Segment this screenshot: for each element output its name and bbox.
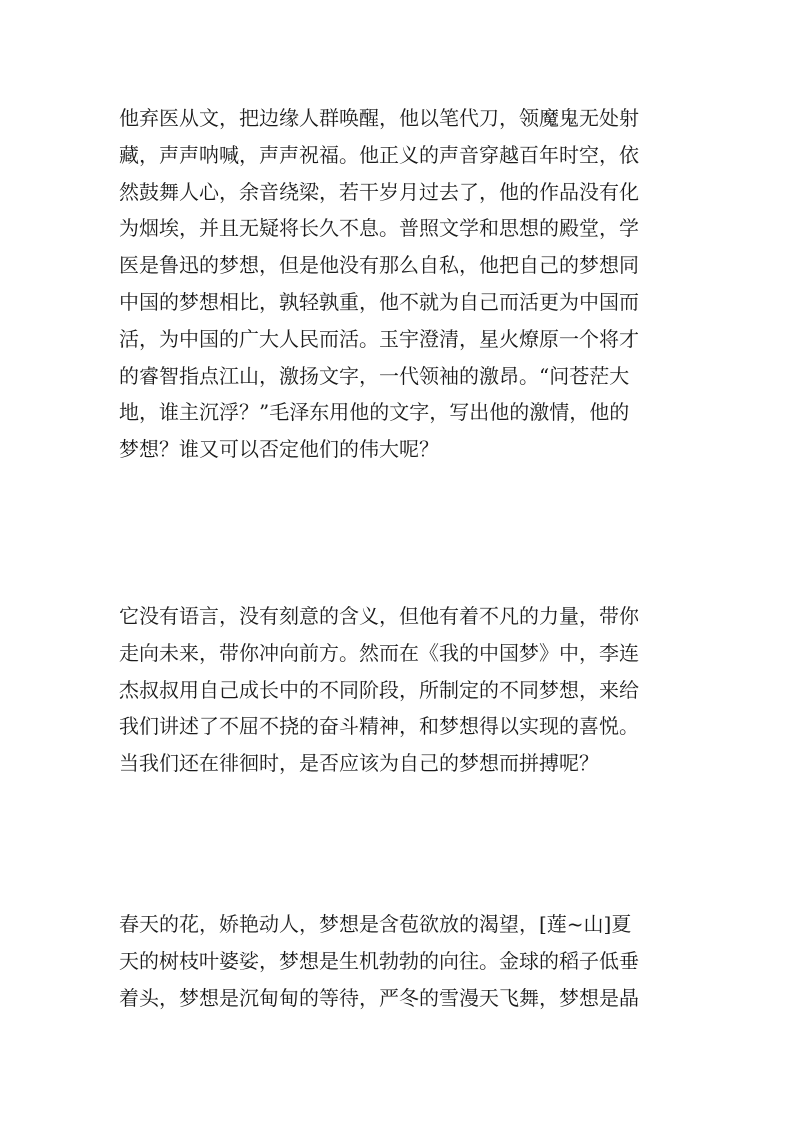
text-line: 春天的花，娇艳动人，梦想是含苞欲放的渴望，[莲~山]夏 <box>119 912 632 936</box>
text-line: 杰叔叔用自己成长中的不同阶段，所制定的不同梦想，来给 <box>119 677 639 702</box>
text-line: 中国的梦想相比，孰轻孰重，他不就为自己而活更为中国而 <box>119 289 639 314</box>
paragraph-lu-xun <box>119 100 679 468</box>
text-line: 它没有语言，没有刻意的含义，但他有着不凡的力量，带你 <box>119 604 639 628</box>
text-line: 我们讲述了不屈不挠的奋斗精神，和梦想得以实现的喜悦。 <box>119 714 639 739</box>
text-line: 为烟埃，并且无疑将长久不息。普照文学和思想的殿堂，学 <box>119 216 639 241</box>
text-line: 的睿智指点江山，激扬文字，一代领袖的激昂。“问苍茫大 <box>119 363 630 388</box>
text-line: 梦想？谁又可以否定他们的伟大呢？ <box>119 437 439 462</box>
text-line: 当我们还在徘徊时，是否应该为自己的梦想而拼搏呢？ <box>119 751 599 776</box>
text-line: 医是鲁迅的梦想，但是他没有那么自私，他把自己的梦想同 <box>119 253 639 278</box>
text-line: 着头，梦想是沉甸甸的等待，严冬的雪漫天飞舞，梦想是晶 <box>119 985 639 1010</box>
text-line: 地，谁主沉浮？”毛泽东用他的文字，写出他的激情，他的 <box>119 400 630 425</box>
text-line: 藏，声声呐喊，声声祝福。他正义的声音穿越百年时空，依 <box>119 142 639 167</box>
text-line: 然鼓舞人心，余音绕梁，若干岁月过去了，他的作品没有化 <box>119 179 639 204</box>
paragraph-china-dream <box>119 598 679 782</box>
paragraph-seasons <box>119 906 679 1016</box>
text-line: 他弃医从文，把边缘人群唤醒，他以笔代刀，领魔鬼无处射 <box>119 106 639 130</box>
text-line: 活，为中国的广大人民而活。玉宇澄清，星火燎原一个将才 <box>119 326 639 351</box>
text-line: 走向未来，带你冲向前方。然而在《我的中国梦》中，李连 <box>119 640 639 665</box>
text-line: 天的树枝叶婆娑，梦想是生机勃勃的向往。金球的稻子低垂 <box>119 948 639 973</box>
